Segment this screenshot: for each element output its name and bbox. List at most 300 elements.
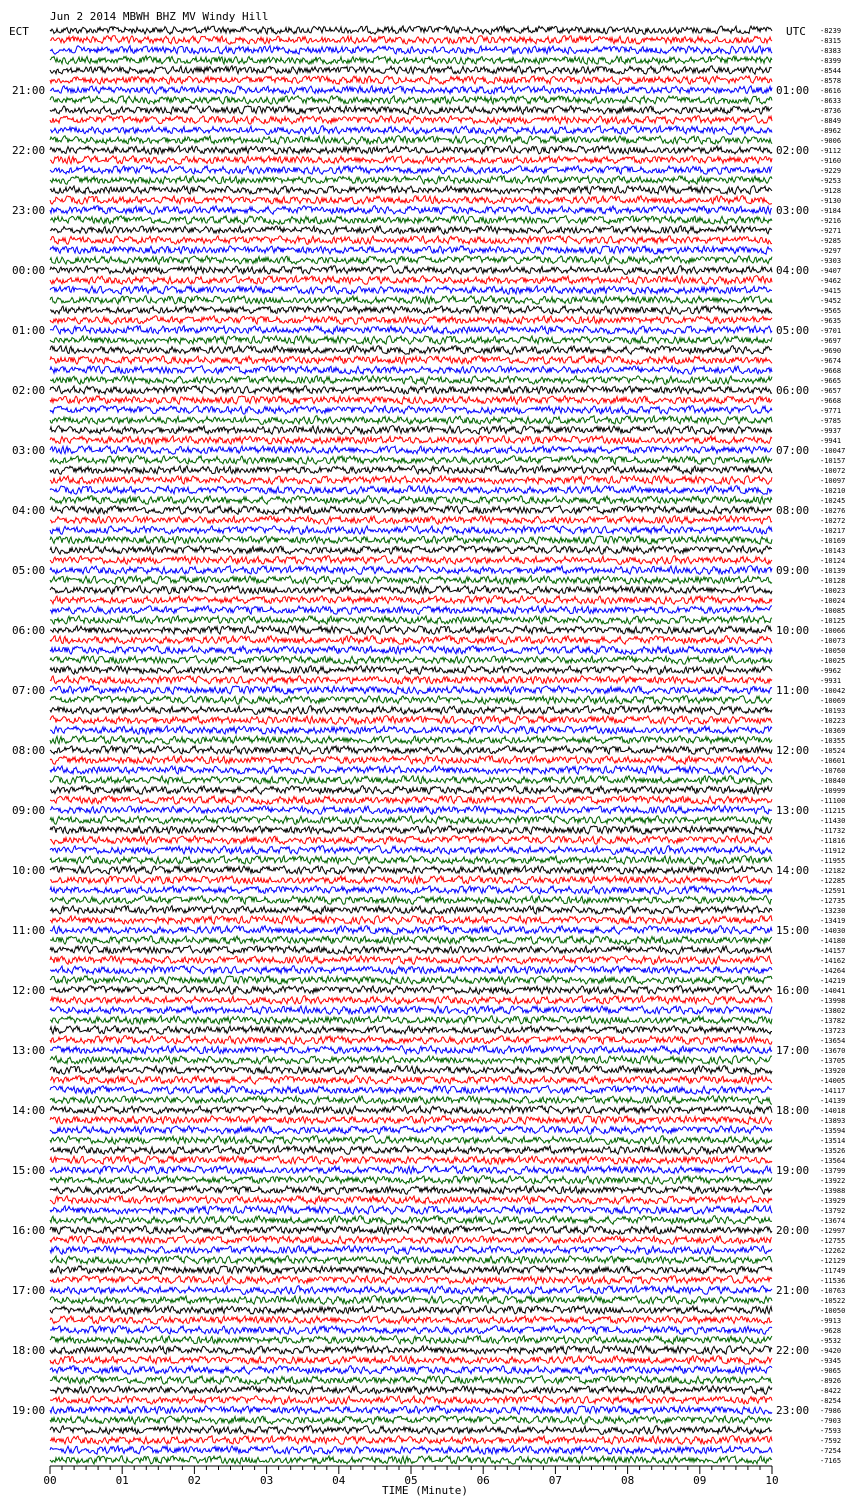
- trace-offset-label: -12182: [820, 867, 846, 875]
- trace-line: [50, 846, 772, 854]
- trace-offset-label: -9345: [820, 1357, 842, 1365]
- trace-offset-label: -9665: [820, 377, 842, 385]
- trace-offset-label: -10210: [820, 487, 846, 495]
- trace-line: [50, 386, 772, 394]
- trace-offset-label: -9668: [820, 367, 842, 375]
- trace-line: [50, 886, 772, 894]
- trace-offset-label: -8926: [820, 1377, 842, 1385]
- trace-line: [50, 206, 772, 214]
- trace-offset-label: -9297: [820, 247, 842, 255]
- trace-line: [50, 806, 772, 814]
- trace-offset-label: -10601: [820, 757, 846, 765]
- utc-hour-label: 14:00: [776, 864, 810, 877]
- trace-line: [50, 746, 772, 754]
- trace-line: [50, 476, 772, 484]
- trace-line: [50, 546, 772, 554]
- x-tick-label: 01: [115, 1474, 129, 1487]
- trace-line: [50, 1346, 772, 1354]
- trace-offset-label: -13594: [820, 1127, 846, 1135]
- ect-hour-label: 09:00: [12, 804, 46, 817]
- trace-line: [50, 1136, 772, 1144]
- trace-offset-label: -9160: [820, 157, 842, 165]
- trace-line: [50, 406, 772, 414]
- trace-offset-label: -8616: [820, 87, 842, 95]
- utc-hour-label: 06:00: [776, 384, 810, 397]
- trace-offset-label: -10024: [820, 597, 846, 605]
- trace-offset-label: -10763: [820, 1287, 846, 1295]
- trace-line: [50, 136, 772, 144]
- trace-offset-label: -8239: [820, 27, 842, 35]
- trace-line: [50, 286, 772, 294]
- trace-offset-label: -9565: [820, 307, 842, 315]
- trace-offset-label: -8422: [820, 1387, 842, 1395]
- trace-offset-label: -9285: [820, 237, 842, 245]
- ect-hour-label: 10:00: [12, 864, 46, 877]
- trace-offset-label: -9184: [820, 207, 842, 215]
- trace-offset-label: -10355: [820, 737, 846, 745]
- trace-line: [50, 1276, 772, 1284]
- trace-line: [50, 826, 772, 834]
- trace-line: [50, 786, 772, 794]
- utc-hour-label: 19:00: [776, 1164, 810, 1177]
- trace-offset-label: -13514: [820, 1137, 846, 1145]
- trace-offset-label: -7592: [820, 1437, 842, 1445]
- trace-line: [50, 956, 772, 964]
- trace-line: [50, 1396, 772, 1404]
- utc-hour-label: 16:00: [776, 984, 810, 997]
- trace-offset-label: -14264: [820, 967, 846, 975]
- x-tick-label: 08: [620, 1474, 635, 1487]
- trace-offset-label: -9130: [820, 197, 842, 205]
- trace-line: [50, 466, 772, 474]
- trace-offset-label: -9635: [820, 317, 842, 325]
- ect-hour-label: 03:00: [12, 444, 46, 457]
- trace-offset-label: -9697: [820, 337, 842, 345]
- trace-offset-label: -13799: [820, 1167, 846, 1175]
- trace-offset-label: -13723: [820, 1027, 846, 1035]
- trace-offset-label: -13998: [820, 997, 846, 1005]
- x-tick-label: 05: [404, 1474, 418, 1487]
- trace-line: [50, 1086, 772, 1094]
- seismogram-traces: [50, 26, 772, 1464]
- ect-hour-label: 13:00: [12, 1044, 46, 1057]
- trace-offset-label: -10025: [820, 657, 846, 665]
- trace-offset-label: -12285: [820, 877, 846, 885]
- trace-line: [50, 376, 772, 384]
- utc-hour-label: 18:00: [776, 1104, 810, 1117]
- trace-line: [50, 506, 772, 514]
- utc-hour-label: 09:00: [776, 564, 810, 577]
- trace-line: [50, 896, 772, 904]
- trace-offset-label: -14005: [820, 1077, 846, 1085]
- trace-line: [50, 1336, 772, 1344]
- ect-hour-label: 07:00: [12, 684, 46, 697]
- trace-line: [50, 1046, 772, 1054]
- trace-line: [50, 1026, 772, 1034]
- utc-hour-label: 05:00: [776, 324, 810, 337]
- trace-offset-label: -9785: [820, 417, 842, 425]
- trace-offset-label: -14219: [820, 977, 846, 985]
- trace-offset-labels: [820, 27, 845, 1465]
- trace-offset-label: -10042: [820, 687, 846, 695]
- trace-line: [50, 606, 772, 614]
- trace-offset-label: -7165: [820, 1457, 842, 1465]
- trace-line: [50, 66, 772, 74]
- trace-line: [50, 1326, 772, 1334]
- trace-line: [50, 1076, 772, 1084]
- trace-offset-label: -11536: [820, 1277, 846, 1285]
- trace-line: [50, 566, 772, 574]
- trace-offset-label: -10223: [820, 717, 846, 725]
- trace-offset-label: -13782: [820, 1017, 846, 1025]
- trace-line: [50, 446, 772, 454]
- trace-line: [50, 1056, 772, 1064]
- trace-line: [50, 496, 772, 504]
- ect-hour-label: 02:00: [12, 384, 46, 397]
- trace-offset-label: -8633: [820, 97, 842, 105]
- x-axis-label: TIME (Minute): [381, 1484, 469, 1497]
- trace-line: [50, 36, 772, 44]
- trace-offset-label: -9452: [820, 297, 842, 305]
- trace-offset-label: -13526: [820, 1147, 846, 1155]
- ect-hour-label: 11:00: [12, 924, 46, 937]
- trace-offset-label: -10245: [820, 497, 846, 505]
- trace-offset-label: -13920: [820, 1067, 846, 1075]
- trace-offset-label: -14162: [820, 957, 846, 965]
- trace-line: [50, 536, 772, 544]
- trace-offset-label: -8254: [820, 1397, 842, 1405]
- trace-line: [50, 516, 772, 524]
- trace-line: [50, 146, 772, 154]
- trace-offset-label: -7254: [820, 1447, 842, 1455]
- ect-hour-label: 21:00: [12, 84, 46, 97]
- trace-offset-label: -9674: [820, 357, 842, 365]
- trace-line: [50, 1316, 772, 1324]
- trace-offset-label: -10169: [820, 537, 846, 545]
- trace-offset-label: -13893: [820, 1117, 846, 1125]
- trace-line: [50, 586, 772, 594]
- trace-line: [50, 56, 772, 64]
- trace-line: [50, 216, 772, 224]
- trace-offset-label: -10840: [820, 777, 846, 785]
- trace-offset-label: -9128: [820, 187, 842, 195]
- trace-line: [50, 356, 772, 364]
- trace-offset-label: -13230: [820, 907, 846, 915]
- trace-offset-label: -9690: [820, 347, 842, 355]
- trace-offset-label: -9931: [820, 677, 842, 685]
- trace-line: [50, 96, 772, 104]
- utc-hour-label: 10:00: [776, 624, 810, 637]
- trace-line: [50, 316, 772, 324]
- trace-offset-label: -9303: [820, 257, 842, 265]
- trace-line: [50, 186, 772, 194]
- trace-line: [50, 1176, 772, 1184]
- right-timezone-label: UTC: [786, 25, 806, 38]
- trace-offset-label: -10085: [820, 607, 846, 615]
- trace-line: [50, 1356, 772, 1364]
- trace-line: [50, 926, 772, 934]
- trace-offset-label: -9006: [820, 137, 842, 145]
- utc-hour-label: 02:00: [776, 144, 810, 157]
- trace-offset-label: -10369: [820, 727, 846, 735]
- utc-hour-label: 13:00: [776, 804, 810, 817]
- trace-line: [50, 1256, 772, 1264]
- trace-line: [50, 1436, 772, 1444]
- trace-offset-label: -13988: [820, 1187, 846, 1195]
- trace-line: [50, 256, 772, 264]
- trace-offset-label: -9628: [820, 1327, 842, 1335]
- chart-title: Jun 2 2014 MBWH BHZ MV Windy Hill: [50, 10, 269, 23]
- trace-line: [50, 646, 772, 654]
- trace-offset-label: -9701: [820, 327, 842, 335]
- x-tick-label: 00: [43, 1474, 57, 1487]
- trace-offset-label: -14041: [820, 987, 846, 995]
- trace-offset-label: -12997: [820, 1227, 846, 1235]
- trace-line: [50, 666, 772, 674]
- trace-offset-label: -10069: [820, 697, 846, 705]
- trace-line: [50, 1066, 772, 1074]
- trace-line: [50, 756, 772, 764]
- trace-offset-label: -13705: [820, 1057, 846, 1065]
- trace-line: [50, 1246, 772, 1254]
- utc-hour-label: 07:00: [776, 444, 810, 457]
- ect-hour-labels: [12, 84, 45, 1417]
- trace-line: [50, 176, 772, 184]
- trace-offset-label: -8962: [820, 127, 842, 135]
- utc-hour-label: 23:00: [776, 1404, 810, 1417]
- trace-line: [50, 436, 772, 444]
- trace-line: [50, 1206, 772, 1214]
- trace-offset-label: -10139: [820, 567, 846, 575]
- trace-offset-label: -8399: [820, 57, 842, 65]
- trace-offset-label: -10157: [820, 457, 846, 465]
- trace-line: [50, 946, 772, 954]
- trace-offset-label: -10193: [820, 707, 846, 715]
- trace-offset-label: -7903: [820, 1417, 842, 1425]
- ect-hour-label: 16:00: [12, 1224, 46, 1237]
- x-tick-label: 03: [259, 1474, 274, 1487]
- trace-offset-label: -10072: [820, 467, 846, 475]
- trace-offset-label: -14157: [820, 947, 846, 955]
- trace-line: [50, 236, 772, 244]
- trace-offset-label: -14139: [820, 1097, 846, 1105]
- trace-offset-label: -10522: [820, 1297, 846, 1305]
- trace-line: [50, 1266, 772, 1274]
- trace-line: [50, 1006, 772, 1014]
- trace-line: [50, 966, 772, 974]
- trace-offset-label: -14180: [820, 937, 846, 945]
- ect-hour-label: 17:00: [12, 1284, 46, 1297]
- trace-offset-label: -8849: [820, 117, 842, 125]
- trace-line: [50, 166, 772, 174]
- trace-line: [50, 196, 772, 204]
- trace-line: [50, 1286, 772, 1294]
- trace-line: [50, 936, 772, 944]
- utc-hour-label: 11:00: [776, 684, 810, 697]
- trace-offset-label: -11955: [820, 857, 846, 865]
- trace-offset-label: -14030: [820, 927, 846, 935]
- trace-line: [50, 976, 772, 984]
- trace-offset-label: -10050: [820, 647, 846, 655]
- trace-offset-label: -10023: [820, 587, 846, 595]
- x-tick-label: 06: [476, 1474, 490, 1487]
- trace-line: [50, 876, 772, 884]
- trace-offset-label: -9253: [820, 177, 842, 185]
- trace-line: [50, 416, 772, 424]
- trace-offset-label: -9065: [820, 1367, 842, 1375]
- trace-offset-label: -7593: [820, 1427, 842, 1435]
- trace-line: [50, 576, 772, 584]
- trace-line: [50, 1186, 772, 1194]
- trace-offset-label: -13419: [820, 917, 846, 925]
- trace-line: [50, 1376, 772, 1384]
- trace-offset-label: -12262: [820, 1247, 846, 1255]
- trace-line: [50, 296, 772, 304]
- trace-offset-label: -10760: [820, 767, 846, 775]
- trace-line: [50, 456, 772, 464]
- ect-hour-label: 05:00: [12, 564, 46, 577]
- trace-line: [50, 1116, 772, 1124]
- trace-line: [50, 996, 772, 1004]
- trace-line: [50, 366, 772, 374]
- trace-offset-label: -10999: [820, 787, 846, 795]
- trace-offset-label: -8544: [820, 67, 842, 75]
- trace-line: [50, 86, 772, 94]
- trace-line: [50, 916, 772, 924]
- ect-hour-label: 14:00: [12, 1104, 46, 1117]
- trace-offset-label: -13564: [820, 1157, 846, 1165]
- trace-line: [50, 686, 772, 694]
- ect-hour-label: 12:00: [12, 984, 46, 997]
- trace-line: [50, 856, 772, 864]
- trace-line: [50, 1016, 772, 1024]
- utc-hour-label: 08:00: [776, 504, 810, 517]
- trace-line: [50, 276, 772, 284]
- trace-line: [50, 906, 772, 914]
- trace-line: [50, 1306, 772, 1314]
- trace-line: [50, 836, 772, 844]
- left-timezone-label: ECT: [9, 25, 29, 38]
- utc-hour-label: 04:00: [776, 264, 810, 277]
- trace-line: [50, 486, 772, 494]
- trace-line: [50, 676, 772, 684]
- x-tick-label: 09: [693, 1474, 707, 1487]
- trace-offset-label: -11912: [820, 847, 846, 855]
- utc-hour-label: 03:00: [776, 204, 810, 217]
- trace-offset-label: -9112: [820, 147, 842, 155]
- trace-offset-label: -12735: [820, 897, 846, 905]
- trace-line: [50, 776, 772, 784]
- trace-line: [50, 426, 772, 434]
- utc-hour-label: 17:00: [776, 1044, 810, 1057]
- utc-hour-label: 15:00: [776, 924, 810, 937]
- x-tick-label: 04: [332, 1474, 346, 1487]
- trace-offset-label: -11100: [820, 797, 846, 805]
- trace-line: [50, 1296, 772, 1304]
- trace-line: [50, 1426, 772, 1434]
- trace-line: [50, 986, 772, 994]
- trace-line: [50, 76, 772, 84]
- utc-hour-label: 22:00: [776, 1344, 810, 1357]
- utc-hour-labels: [776, 84, 809, 1417]
- trace-line: [50, 1196, 772, 1204]
- trace-line: [50, 556, 772, 564]
- trace-offset-label: -9913: [820, 1317, 842, 1325]
- trace-line: [50, 326, 772, 334]
- trace-line: [50, 246, 772, 254]
- trace-line: [50, 696, 772, 704]
- trace-line: [50, 1406, 772, 1414]
- trace-offset-label: -10124: [820, 557, 846, 565]
- trace-line: [50, 526, 772, 534]
- trace-offset-label: -10066: [820, 627, 846, 635]
- trace-offset-label: -9216: [820, 217, 842, 225]
- trace-line: [50, 1146, 772, 1154]
- trace-line: [50, 346, 772, 354]
- trace-offset-label: -9941: [820, 437, 842, 445]
- trace-offset-label: -12755: [820, 1237, 846, 1245]
- trace-line: [50, 1366, 772, 1374]
- trace-line: [50, 226, 772, 234]
- ect-hour-label: 01:00: [12, 324, 46, 337]
- trace-line: [50, 796, 772, 804]
- trace-line: [50, 306, 772, 314]
- trace-offset-label: -13802: [820, 1007, 846, 1015]
- trace-offset-label: -9771: [820, 407, 842, 415]
- trace-offset-label: -9657: [820, 387, 842, 395]
- trace-offset-label: -10047: [820, 447, 846, 455]
- ect-hour-label: 23:00: [12, 204, 46, 217]
- trace-line: [50, 46, 772, 54]
- trace-offset-label: -9271: [820, 227, 842, 235]
- trace-offset-label: -13922: [820, 1177, 846, 1185]
- trace-line: [50, 1446, 772, 1454]
- trace-offset-label: -10128: [820, 577, 846, 585]
- trace-offset-label: -9229: [820, 167, 842, 175]
- trace-offset-label: -13929: [820, 1197, 846, 1205]
- ect-hour-label: 04:00: [12, 504, 46, 517]
- trace-line: [50, 1096, 772, 1104]
- utc-hour-label: 21:00: [776, 1284, 810, 1297]
- x-tick-label: 07: [548, 1474, 563, 1487]
- trace-line: [50, 126, 772, 134]
- trace-offset-label: -9420: [820, 1347, 842, 1355]
- trace-offset-label: -8383: [820, 47, 842, 55]
- utc-hour-label: 12:00: [776, 744, 810, 757]
- trace-offset-label: -9415: [820, 287, 842, 295]
- trace-offset-label: -13670: [820, 1047, 846, 1055]
- trace-line: [50, 116, 772, 124]
- ect-hour-label: 00:00: [12, 264, 46, 277]
- trace-offset-label: -9937: [820, 427, 842, 435]
- trace-line: [50, 816, 772, 824]
- trace-offset-label: -10217: [820, 527, 846, 535]
- trace-line: [50, 1236, 772, 1244]
- trace-offset-label: -11749: [820, 1267, 846, 1275]
- trace-offset-label: -11732: [820, 827, 846, 835]
- trace-offset-label: -12591: [820, 887, 846, 895]
- x-tick-label: 10: [765, 1474, 779, 1487]
- trace-offset-label: -10524: [820, 747, 846, 755]
- trace-offset-label: -13674: [820, 1217, 846, 1225]
- trace-offset-label: -11430: [820, 817, 846, 825]
- ect-hour-label: 08:00: [12, 744, 46, 757]
- trace-offset-label: -13654: [820, 1037, 846, 1045]
- trace-line: [50, 636, 772, 644]
- trace-line: [50, 866, 772, 874]
- trace-line: [50, 1216, 772, 1224]
- trace-line: [50, 736, 772, 744]
